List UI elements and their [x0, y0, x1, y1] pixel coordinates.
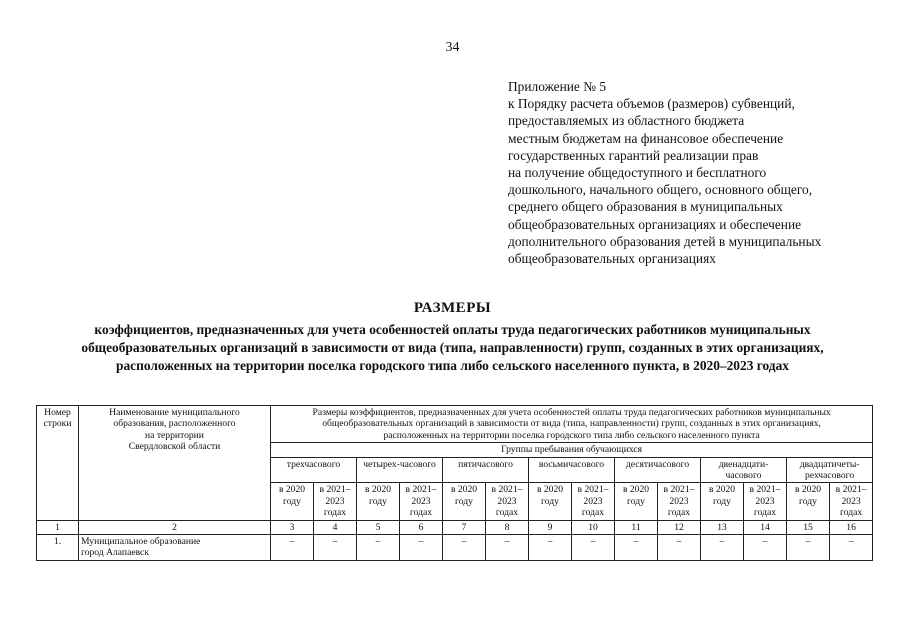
column-number: 13 — [701, 520, 744, 534]
value-cell: – — [701, 535, 744, 561]
header-sizes-line: Размеры коэффициентов, предназначенных для учета особенностей оплаты труда педагогических работников муниципальных — [312, 407, 831, 418]
value-cell: – — [314, 535, 357, 561]
appendix-line: местным бюджетам на финансовое обеспечение — [508, 130, 784, 146]
header-municipality-line: Наименование муниципального — [109, 407, 240, 418]
value-cell: – — [357, 535, 400, 561]
subtitle-line: расположенных на территории поселка городского типа либо сельского населенного пункта, в 2020–2023 годах — [116, 358, 789, 373]
header-municipality-line: Свердловской области — [128, 441, 221, 453]
subheader-2020: в 2020 году — [615, 483, 658, 520]
subheader-2021-2023: в 2021–2023 годах — [658, 483, 701, 520]
value-cell: – — [615, 535, 658, 561]
header-sizes-line: расположенных на территории поселка городского типа либо сельского населенного пункта — [383, 429, 760, 441]
coefficients-table — [36, 405, 873, 561]
appendix-line: к Порядку расчета объемов (размеров) субвенций, — [508, 96, 795, 112]
appendix-line: на получение общедоступного и бесплатного — [508, 165, 767, 181]
column-number: 6 — [400, 520, 443, 534]
municipality-name — [79, 535, 271, 561]
column-number: 7 — [443, 520, 486, 534]
appendix-header — [508, 78, 898, 267]
value-cell: – — [529, 535, 572, 561]
column-number: 11 — [615, 520, 658, 534]
value-cell: – — [486, 535, 529, 561]
document-title: РАЗМЕРЫ — [413, 300, 492, 316]
column-number: 4 — [314, 520, 357, 534]
column-number: 15 — [787, 520, 830, 534]
appendix-line: дополнительного образования детей в муниципальных — [508, 233, 822, 249]
column-number: 1 — [37, 520, 79, 534]
column-number: 12 — [658, 520, 701, 534]
group-header: двадцатичеты-рехчасового — [787, 457, 873, 483]
appendix-line: предоставляемых из областного бюджета — [508, 113, 745, 129]
municipality-name-line: город Алапаевск — [81, 547, 149, 559]
value-cell: – — [658, 535, 701, 561]
column-number: 14 — [744, 520, 787, 534]
column-number: 5 — [357, 520, 400, 534]
column-number-row — [37, 520, 873, 534]
subheader-2021-2023: в 2021–2023 годах — [400, 483, 443, 520]
document-subtitle — [20, 321, 885, 375]
header-municipality-line: на территории — [145, 429, 204, 441]
subheader-2021-2023: в 2021–2023 годах — [486, 483, 529, 520]
subheader-2020: в 2020 году — [271, 483, 314, 520]
appendix-line: общеобразовательных организациях и обеспечение — [508, 216, 802, 232]
subtitle-line: коэффициентов, предназначенных для учета особенностей оплаты труда педагогических работников муниципальных — [94, 322, 811, 337]
group-header: восьмичасового — [529, 457, 615, 483]
group-header: двенадцати-часового — [701, 457, 787, 483]
column-number: 9 — [529, 520, 572, 534]
column-number: 3 — [271, 520, 314, 534]
group-header: десятичасового — [615, 457, 701, 483]
appendix-line: дошкольного, начального общего, основного общего, — [508, 182, 813, 198]
header-municipality-line: образования, расположенного — [113, 418, 236, 430]
header-coefficient-sizes — [271, 406, 873, 443]
subheader-2021-2023: в 2021–2023 годах — [744, 483, 787, 520]
group-header: четырех-часового — [357, 457, 443, 483]
subtitle-line: общеобразовательных организаций в зависимости от вида (типа, направленности) групп, созданных в этих организациях, — [81, 340, 824, 355]
subheader-2020: в 2020 году — [357, 483, 400, 520]
value-cell: – — [572, 535, 615, 561]
column-number: 8 — [486, 520, 529, 534]
column-number: 16 — [830, 520, 873, 534]
value-cell: – — [830, 535, 873, 561]
subheader-2021-2023: в 2021–2023 годах — [830, 483, 873, 520]
subheader-2020: в 2020 году — [701, 483, 744, 520]
group-header: пятичасового — [443, 457, 529, 483]
value-cell: – — [271, 535, 314, 561]
header-sizes-line: общеобразовательных организаций в зависимости от вида (типа, направленности) групп, созданных в этих организациях, — [322, 418, 821, 430]
appendix-line: государственных гарантий реализации прав — [508, 147, 759, 163]
value-cell: – — [744, 535, 787, 561]
appendix-line: среднего общего образования в муниципальных — [508, 199, 783, 215]
column-number: 2 — [79, 520, 271, 534]
value-cell: – — [400, 535, 443, 561]
subheader-2020: в 2020 году — [443, 483, 486, 520]
table-row — [37, 535, 873, 561]
header-municipality — [79, 406, 271, 521]
header-groups: Группы пребывания обучающихся — [271, 443, 873, 457]
group-header: трехчасового — [271, 457, 357, 483]
value-cell: – — [787, 535, 830, 561]
subheader-2021-2023: в 2021–2023 годах — [314, 483, 357, 520]
header-row-number: Номер строки — [37, 406, 79, 521]
subheader-2021-2023: в 2021–2023 годах — [572, 483, 615, 520]
appendix-line: Приложение № 5 — [508, 79, 607, 94]
value-cell: – — [443, 535, 486, 561]
page-number: 34 — [445, 40, 460, 55]
subheader-2020: в 2020 году — [529, 483, 572, 520]
appendix-line: общеобразовательных организациях — [508, 251, 716, 267]
subheader-2020: в 2020 году — [787, 483, 830, 520]
column-number: 10 — [572, 520, 615, 534]
row-number: 1. — [37, 535, 79, 561]
municipality-name-line: Муниципальное образование — [81, 536, 201, 548]
